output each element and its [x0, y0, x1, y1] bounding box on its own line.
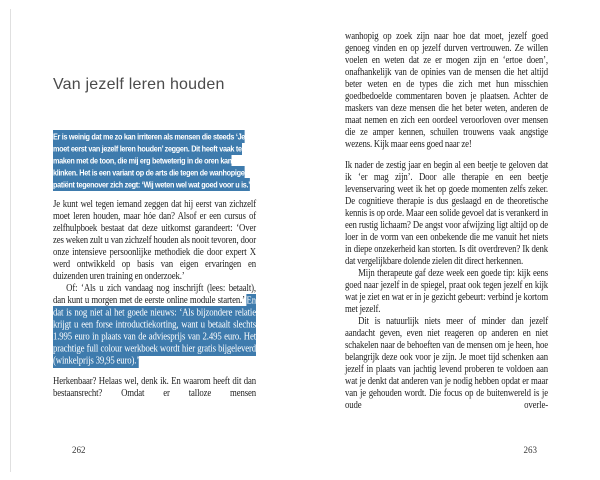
paragraph: [345, 160, 548, 268]
chapter-title: Van jezelf leren houden: [53, 75, 225, 93]
right-page-text: [345, 31, 548, 412]
paragraph: [53, 283, 256, 367]
page-edge-line: [10, 9, 11, 472]
text-segment: Ik nader de zestig jaar en begin al een beetje te geloven dat ik ‘er mag zijn’. Door alle therapie en een beetje levenservaring weet ik het op goede momenten zelfs zeker. De cognitieve therapie is dus geslaagd en de theoretische kennis is op orde. Maar een solide gevoel dat is verankerd in een rustig lichaam? De angst voor afwijzing ligt altijd op de loer in de vorm van een onbekende die me vanuit het niets in diepe onzekerheid kan storten. Is dit overdreven? Ik denk dat vergelijkbare dolende zielen dit direct herkennen.: [345, 160, 548, 267]
text-segment: Mijn therapeute gaf deze week een goede tip: kijk eens goed naar jezelf in de spiegel, praat ook tegen jezelf en kijk wat je ziet en wat er in je gezicht gebeurt: verbind je kortom met jezelf.: [345, 268, 548, 315]
paragraph: [53, 376, 256, 400]
paragraph: [345, 268, 548, 316]
highlight-annotation[interactable]: Er is weinig dat me zo kan irriteren als mensen die steeds ‘Je moet eerst van jezelf leren houden’ zeggen. Dit heeft vaak te maken met de toon, die mij erg betweterig in de oren kan klinken. Het is een variant op de arts die tegen de wanhopige patiënt tegenover zich zegt: ‘Wij weten wel wat goed voor u is.’: [53, 131, 250, 189]
highlight-annotation[interactable]: En dat is nog niet al het goede nieuws: ‘Als bijzondere relatie krijgt u een forse introductiekorting, want u betaalt slechts 1.995 euro in plaats van de adviesprijs van 2.495 euro. Het prachtige full colour werkboek wordt hier gratis bijgeleverd (winkelprijs 39,95 euro).’: [53, 295, 256, 366]
paragraph: [53, 199, 256, 283]
body-section: [345, 31, 548, 151]
paragraph: [345, 316, 548, 412]
text-segment: Of: ‘Als u zich vandaag nog inschrijft (lees: betaalt), dan kunt u morgen met de eerste online module starten.’: [53, 283, 256, 306]
page-number-right: 263: [523, 445, 537, 455]
body-section: [345, 160, 548, 412]
body-section: [53, 199, 256, 367]
intro-paragraph: [53, 130, 256, 190]
left-page-text: [53, 130, 256, 400]
paragraph: [53, 130, 256, 190]
text-segment: Je kunt wel tegen iemand zeggen dat hij eerst van zichzelf moet leren houden, maar hóe dan? Alsof er een cursus of zelfhulpboek bestaat dat deze uitkomst garandeert: ‘Over zes weken zult u van zichzelf houden als nooit tevoren, door onze intensieve persoonlijke methodiek die door expert X werd ontwikkeld op basis van eigen ervaringen en duizenden uren training en onderzoek.’: [53, 199, 256, 282]
text-segment: Herkenbaar? Helaas wel, denk ik. En waarom heeft dit dan bestaansrecht? Omdat er talloze mensen: [53, 376, 256, 399]
body-section: [53, 376, 256, 400]
page-number-left: 262: [72, 445, 86, 455]
text-segment: Dit is natuurlijk niets meer of minder dan jezelf aandacht geven, even niet reageren op anderen en niet schakelen naar de behoeften van de mensen om je heen, hoe belangrijk deze ook voor je zijn. Je moet tijd schenken aan jezelf in plaats van jachtig levend proberen te voldoen aan wat je denkt dat anderen van je nodig hebben opdat er maar van je gehouden wordt. Die focus op de buitenwereld is je oude overle-: [345, 316, 548, 411]
text-segment: wanhopig op zoek zijn naar hoe dat moet, jezelf goed genoeg vinden en op jezelf durven vertrouwen. Ze willen voelen en weten dat ze er mogen zijn en ‘ertoe doen’, onafhankelijk van de opinies van de mensen die het altijd beter weten en de types die zich met hun misschien goedbedoelde commentaren boven je plaatsen. Achter de maskers van deze mensen die het beter weten, anderen de maat nemen en zich een oordeel veroorloven over mensen die ze amper kennen, schuilen trouwens vaak angstige wezens. Kijk maar eens goed naar ze!: [345, 31, 548, 150]
paragraph: [345, 31, 548, 151]
